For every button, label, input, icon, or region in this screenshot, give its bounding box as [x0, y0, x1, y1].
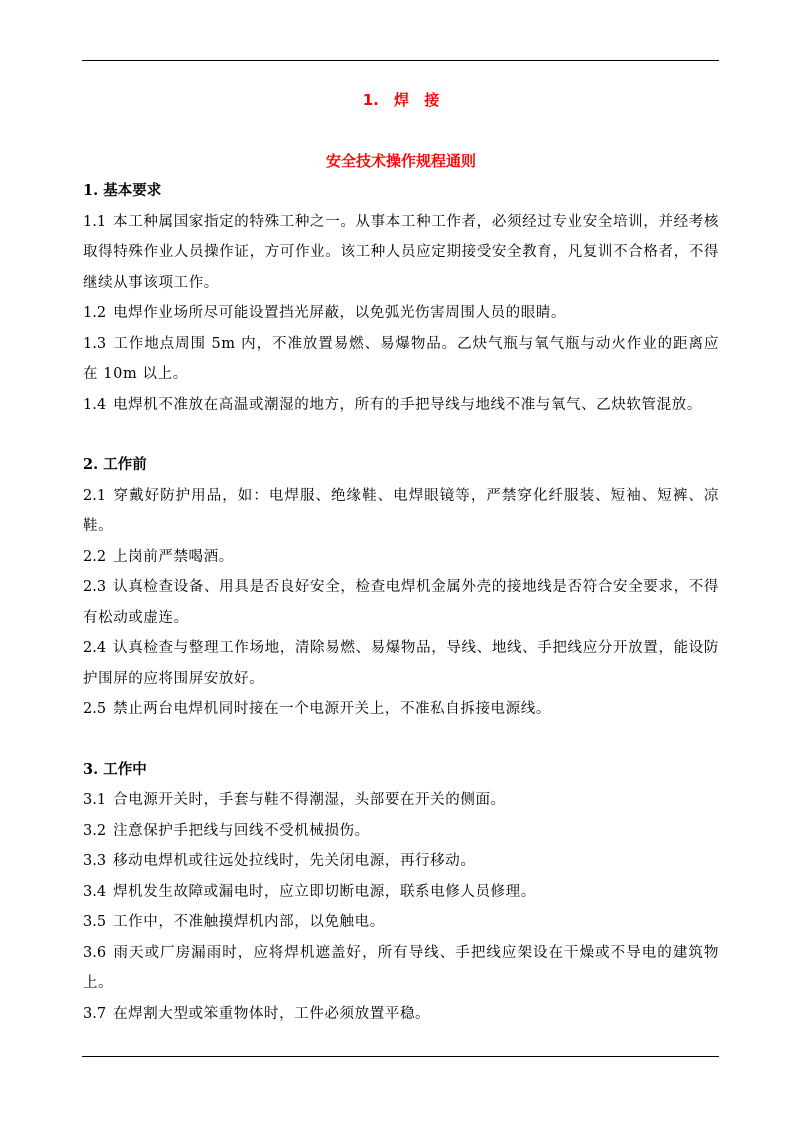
- item-number: 3.7: [83, 1005, 107, 1022]
- item-text: 工作中，不准触摸焊机内部，以免触电。: [113, 914, 385, 930]
- list-item: [83, 846, 719, 877]
- item-number: 3.5: [83, 914, 107, 930]
- list-item: [83, 877, 719, 908]
- list-item: [83, 329, 719, 390]
- document-subtitle: 安全技术操作规程通则: [325, 152, 476, 170]
- item-text: 合电源开关时，手套与鞋不得潮湿，头部要在开关的侧面。: [113, 792, 506, 808]
- list-item: [83, 207, 719, 299]
- section-heading-3: [83, 755, 719, 786]
- list-item: [83, 694, 719, 725]
- item-text: 雨天或厂房漏雨时，应将焊机遮盖好，所有导线、手把线应架设在干燥或不导电的建筑物上。: [83, 944, 719, 991]
- item-text: 在焊割大型或笨重物体时，工件必须放置平稳。: [113, 1005, 431, 1022]
- item-number: 1.2: [83, 305, 107, 321]
- item-text: 工作地点周围 5m 内，不准放置易燃、易爆物品。乙炔气瓶与氧气瓶与动火作业的距离应在 10m 以上。: [83, 335, 719, 382]
- document-body: [83, 84, 719, 1029]
- section-title: 工作前: [103, 456, 147, 473]
- item-text: 电焊机不准放在高温或潮湿的地方，所有的手把导线与地线不准与氧气、乙炔软管混放。: [113, 396, 702, 413]
- item-text: 本工种属国家指定的特殊工种之一。从事本工种工作者，必须经过专业安全培训，并经考核取得特殊作业人员操作证，方可作业。该工种人员应定期接受安全教育，凡复训不合格者，不得继续从事该项工作。: [83, 213, 719, 291]
- section-title: 基本要求: [103, 182, 162, 199]
- section-number: 1.: [83, 182, 99, 199]
- section-number: 3.: [83, 760, 99, 778]
- item-number: 3.2: [83, 822, 107, 839]
- list-item: [83, 298, 719, 329]
- item-text: 认真检查与整理工作场地，清除易燃、易爆物品，导线、地线、手把线应分开放置，能设防护围屏的应将围屏安放好。: [83, 640, 719, 687]
- item-number: 1.4: [83, 396, 107, 413]
- item-number: 2.4: [83, 640, 107, 656]
- list-item: [83, 999, 719, 1030]
- section-spacer: [83, 420, 719, 450]
- list-item: [83, 907, 719, 938]
- item-text: 认真检查设备、用具是否良好安全，检查电焊机金属外壳的接地线是否符合安全要求，不得有松动或虚连。: [83, 579, 719, 626]
- item-text: 移动电焊机或往远处拉线时，先关闭电源，再行移动。: [113, 853, 476, 869]
- item-number: 2.3: [83, 579, 107, 595]
- list-item: [83, 816, 719, 847]
- item-number: 3.1: [83, 792, 107, 808]
- header-rule: [82, 60, 719, 61]
- document-title: 1. 焊 接: [362, 91, 440, 109]
- list-item: [83, 572, 719, 633]
- item-number: 2.1: [83, 487, 107, 504]
- section-heading-1: [83, 176, 719, 207]
- item-number: 1.3: [83, 335, 107, 352]
- item-text: 焊机发生故障或漏电时，应立即切断电源，联系电修人员修理。: [113, 883, 536, 900]
- item-number: 2.2: [83, 548, 107, 565]
- section-heading-2: [83, 450, 719, 481]
- item-number: 3.4: [83, 883, 107, 900]
- list-item: [83, 633, 719, 694]
- item-text: 上岗前严禁喝酒。: [113, 548, 234, 565]
- list-item: [83, 481, 719, 542]
- list-item: [83, 390, 719, 421]
- section-number: 2.: [83, 456, 99, 473]
- item-number: 1.1: [83, 213, 107, 230]
- list-item: [83, 542, 719, 573]
- item-text: 禁止两台电焊机同时接在一个电源开关上，不准私自拆接电源线。: [113, 701, 551, 717]
- section-title: 工作中: [103, 760, 147, 778]
- item-text: 注意保护手把线与回线不受机械损伤。: [113, 822, 370, 839]
- item-text: 电焊作业场所尽可能设置挡光屏蔽，以免弧光伤害周围人员的眼睛。: [113, 305, 567, 321]
- footer-rule: [82, 1056, 719, 1057]
- item-number: 3.6: [83, 944, 107, 961]
- item-number: 2.5: [83, 701, 107, 717]
- list-item: [83, 785, 719, 816]
- item-text: 穿戴好防护用品，如：电焊服、绝缘鞋、电焊眼镜等，严禁穿化纤服装、短袖、短裤、凉鞋。: [83, 487, 719, 534]
- list-item: [83, 938, 719, 999]
- section-spacer: [83, 725, 719, 755]
- item-number: 3.3: [83, 853, 107, 869]
